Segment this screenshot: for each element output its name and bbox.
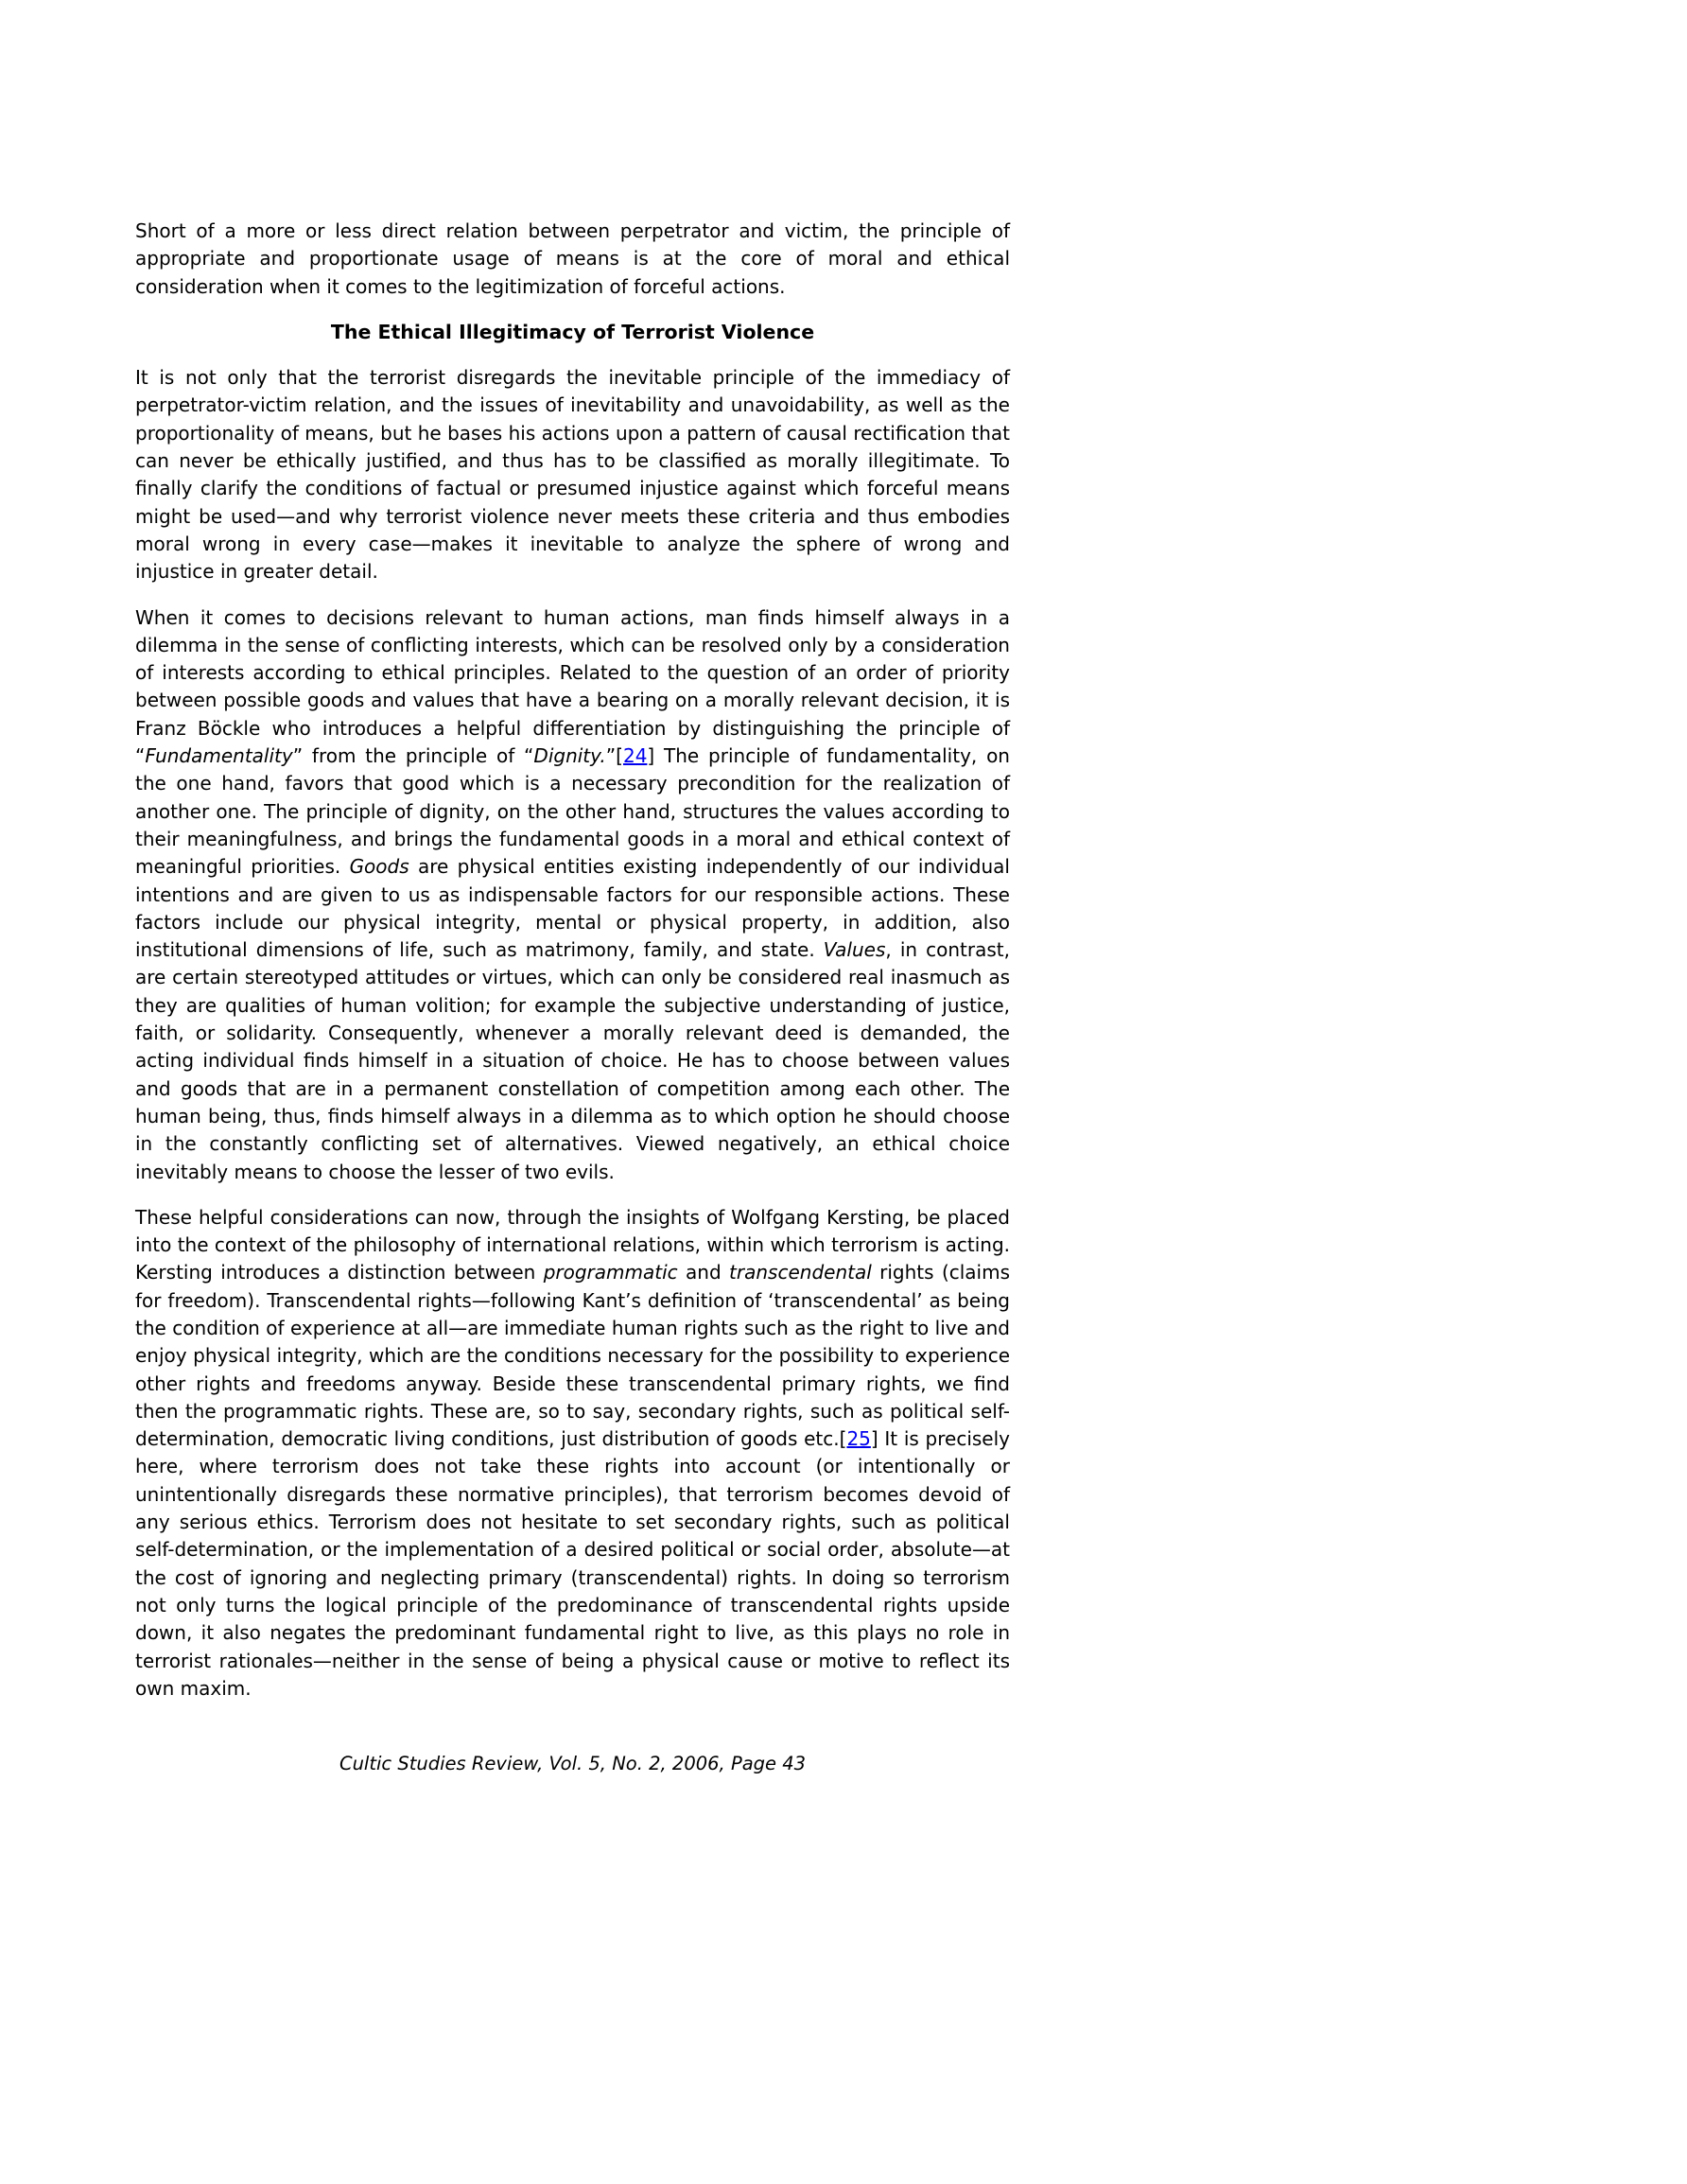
- text-run: are physical entities existing independently of our individual intentions and are given to us as indispensable factors for our responsible actions. These factors include our physical integrity, mental or physical property, in addition, also institutional dimensions of life, such as matrimony, family, and state.: [135, 855, 1010, 962]
- text-run: Short of a more or less direct relation between perpetrator and victim, the principle of appropriate and proportionate usage of means is at the core of moral and ethical consideration when it comes to the legitimization of forceful actions.: [135, 219, 1010, 298]
- text-run: ] It is precisely here, where terrorism does not take these rights into account (or intentionally or unintentionally disregards these normative principles), that terrorism becomes devoid of any serious ethics. Terrorism does not hesitate to set secondary rights, such as political self-determination, or the implementation of a desired political or social order, absolute—at the cost of ignoring and neglecting primary (transcendental) rights. In doing so terrorism not only turns the logical principle of the predominance of transcendental rights upside down, it also negates the predominant fundamental right to live, as this plays no role in terrorist rationales—neither in the sense of being a physical cause or motive to reflect its own maxim.: [135, 1427, 1011, 1700]
- page-footer-citation: Cultic Studies Review, Vol. 5, No. 2, 2006, Page 43: [339, 1753, 807, 1775]
- text-run: ] The principle of fundamentality, on the one hand, favors that good which is a necessary precondition for the realization of another one. The principle of dignity, on the other hand, structures the values according to their meaningfulness, and brings the fundamental goods in a moral and ethical context of meaningful priorities.: [135, 744, 1010, 879]
- emphasized-term: Values: [823, 938, 886, 962]
- section-heading: The Ethical Illegitimacy of Terrorist Violence: [330, 320, 815, 343]
- text-run: It is not only that the terrorist disregards the inevitable principle of the immediacy of perpetrator-victim relation, and the issues of inevitability and unavoidability, as well as the proportionality of means, but he bases his actions upon a pattern of causal rectification that can never be ethically justified, and thus has to be classified as morally illegitimate. To finally clarify the conditions of factual or presumed injustice against which forceful means might be used—and why terrorist violence never meets these criteria and thus embodies moral wrong in every case—makes it inevitable to analyze the sphere of wrong and injustice in greater detail.: [135, 366, 1010, 584]
- text-run: When it comes to decisions relevant to human actions, man finds himself always in a dilemma in the sense of conflicting interests, which can be resolved only by a consideration of interests according to ethical principles. Related to the question of an order of priority between possible goods and values that have a bearing on a morally relevant decision, it is Franz Böckle who introduces a helpful differentiation by distinguishing the principle of “: [135, 605, 1010, 768]
- emphasized-term: Dignity.: [533, 744, 606, 768]
- text-run: , in contrast, are certain stereotyped attitudes or virtues, which can only be considered real inasmuch as they are qualities of human volition; for example the subjective understanding of justice, faith, or solidarity. Consequently, whenever a morally relevant deed is demanded, the acting individual finds himself in a situation of choice. He has to choose between values and goods that are in a permanent constellation of competition among each other. The human being, thus, finds himself always in a dilemma as to which option he should choose in the constantly conflicting set of alternatives. Viewed negatively, an ethical choice inevitably means to choose the lesser of two evils.: [135, 938, 1010, 1183]
- paragraph-dilemma: [135, 604, 1010, 1186]
- emphasized-term: transcendental: [729, 1261, 872, 1284]
- paragraph-illegitimacy: [135, 364, 1010, 585]
- footnote-link-24[interactable]: 24: [622, 744, 648, 768]
- paragraph-intro: [135, 218, 1010, 301]
- paragraph-kersting: [135, 1204, 1010, 1703]
- text-run: rights (claims for freedom). Transcendental rights—following Kant’s definition of ‘transcendental’ as being the condition of experience at all—are immediate human rights such as the right to live and enjoy physical integrity, which are the conditions necessary for the possibility to experience other rights and freedoms anyway. Beside these transcendental primary rights, we find then the programmatic rights. These are, so to say, secondary rights, such as political self-determination, democratic living conditions, just distribution of goods etc.[: [135, 1261, 1011, 1451]
- emphasized-term: Goods: [349, 855, 409, 879]
- text-column: [135, 218, 1010, 1776]
- footnote-link-25[interactable]: 25: [846, 1427, 871, 1451]
- text-run: These helpful considerations can now, through the insights of Wolfgang Kersting, be placed into the context of the philosophy of international relations, within which terrorism is acting. Kersting introduces a distinction between: [135, 1205, 1010, 1284]
- text-run: ” from the principle of “: [292, 744, 534, 768]
- text-run: and: [677, 1261, 730, 1284]
- emphasized-term: programmatic: [543, 1261, 678, 1284]
- emphasized-term: Fundamentality: [145, 744, 293, 768]
- text-run: ”[: [605, 744, 623, 768]
